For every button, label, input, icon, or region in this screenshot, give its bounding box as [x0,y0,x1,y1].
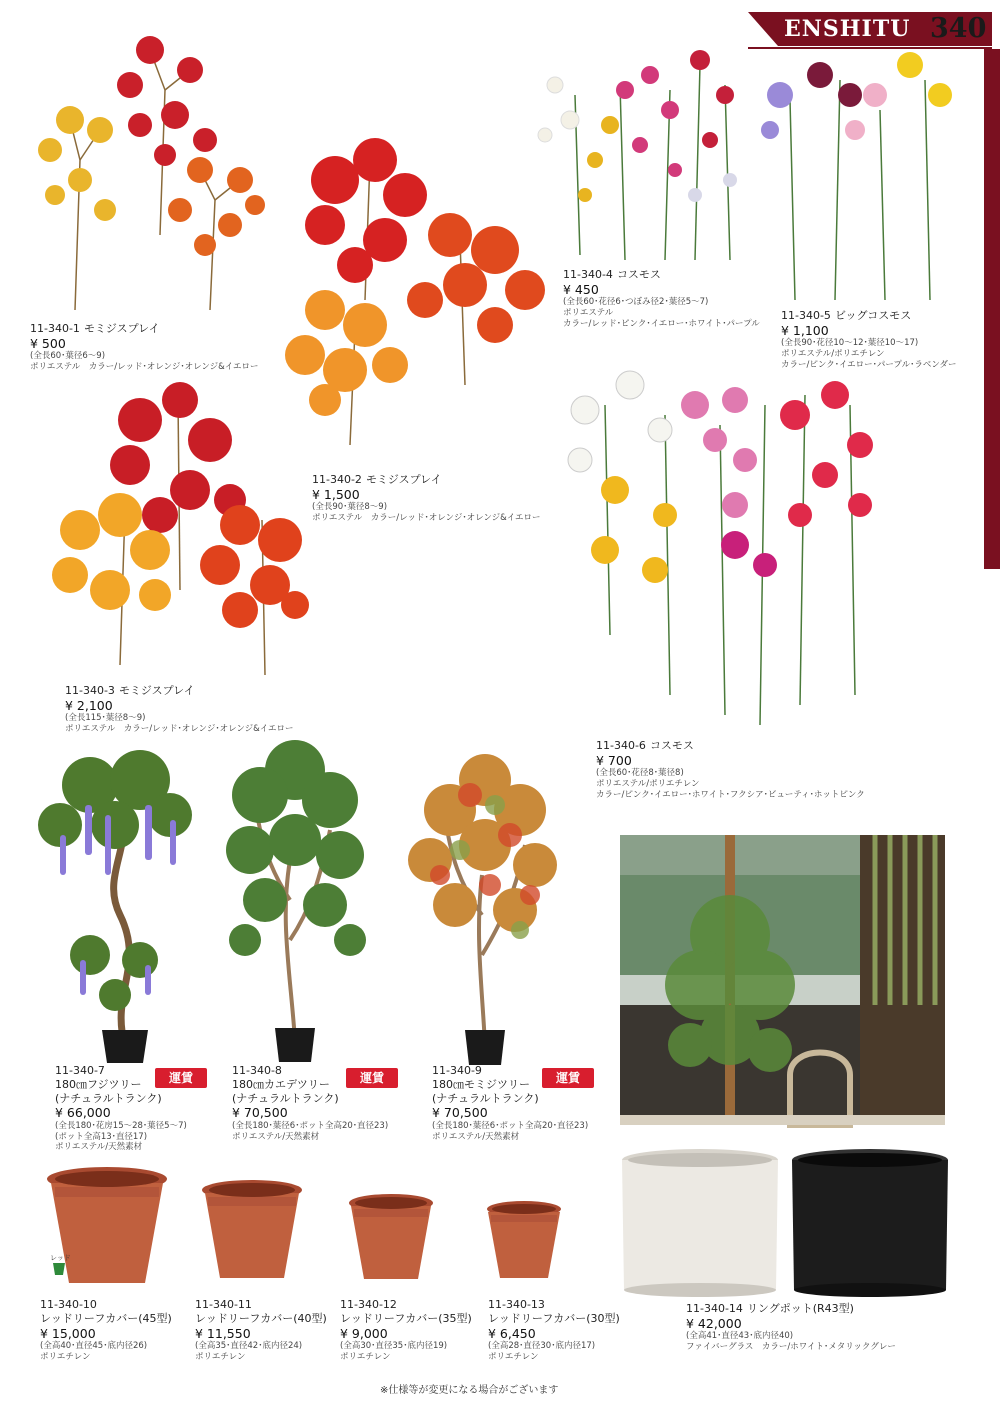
product-name: レッドリーフカバー(30型) [488,1311,620,1325]
ring-pot-gray-image [790,1148,950,1298]
product-price: ¥ 2,100 [65,697,113,713]
product-price: ¥ 1,500 [312,486,360,502]
product-spec: (全高30･直径35･底内径19) [340,1341,448,1352]
ring-pot-white-image [620,1148,780,1298]
product-material: ポリエステル カラー/レッド･オレンジ･オレンジ&イエロー [65,724,294,734]
product-price: ¥ 15,000 [40,1325,96,1341]
product-11-340-3 [65,684,293,735]
product-name: レッドリーフカバー(35型) [340,1311,472,1325]
footnote: ※仕様等が変更になる場合がございます [380,1385,559,1396]
product-colors: カラー/ピンク･イエロー･ホワイト･フクシア･ビューティ･ホットピンク [596,789,865,800]
red-leaf-cover-35-image [347,1193,435,1283]
product-name: リングポット(R43型) [746,1302,854,1315]
product-code: 11-340-5 [781,309,831,322]
product-price: ¥ 700 [596,752,632,768]
product-code: 11-340-8 [232,1064,282,1077]
page-number: 340 [930,13,987,44]
product-spec: (全高40･直径45･底内径26) [40,1341,148,1352]
product-spec: (全長180･葉径6･ポット全高20･直径23) [432,1120,589,1131]
product-name: 180㎝カエデツリー [232,1077,330,1091]
product-name: レッドリーフカバー(45型) [40,1311,172,1325]
product-spec: (全長60･花径8･葉径8) [596,768,684,779]
product-material: ポリエステル/天然素材 [232,1131,320,1142]
wisteria-tree-image [30,745,200,1065]
red-leaf-cover-30-image [485,1200,563,1282]
momiji-tree-image [400,755,570,1070]
product-spec: (全高35･直径42･底内径24) [195,1341,303,1352]
product-price: ¥ 11,550 [195,1325,251,1341]
product-price: ¥ 42,000 [686,1315,742,1331]
product-spec: (全長180･葉径6･ポット全高20･直径23) [232,1120,389,1131]
product-name: コスモス [649,739,694,752]
product-name: コスモス [616,268,661,281]
product-code: 11-340-3 [65,684,115,697]
product-name: モミジスプレイ [83,322,160,335]
product-11-340-1 [30,322,258,373]
product-11-340-2 [312,473,540,524]
cosmos-small-image [525,35,765,260]
product-material: ポリエステル/天然素材 [55,1142,143,1153]
product-material: ポリエチレン [488,1351,539,1362]
side-tab [984,49,1000,569]
catalog-brand: ENSHITU [784,16,911,42]
product-name-sub: (ナチュラルトランク) [432,1091,539,1105]
product-price: ¥ 6,450 [488,1325,536,1341]
product-code: 11-340-12 [340,1298,397,1311]
product-code: 11-340-14 [686,1302,743,1315]
product-name: 180㎝モミジツリー [432,1077,530,1091]
product-11-340-10 [40,1298,172,1362]
product-code: 11-340-13 [488,1298,545,1311]
product-spec: (全長180･花房15～28･葉径5～7) [55,1120,187,1131]
product-code: 11-340-10 [40,1298,97,1311]
header-rule [748,47,992,49]
red-leaf-cover-40-image [200,1178,305,1283]
kaede-tree-image [210,740,380,1065]
product-spec: (全長60･葉径6～9) [30,351,106,362]
product-material: ポリエチレン [340,1351,391,1362]
maple-spray-large-image [40,380,320,680]
product-11-340-12 [340,1298,472,1362]
product-spec: (全長60･花径6･つぼみ径2･葉径5～7) [563,297,709,308]
product-price: ¥ 450 [563,281,599,297]
product-code: 11-340-4 [563,268,613,281]
cosmos-large-image [560,365,880,735]
product-spec: (全高28･直径30･底内径17) [488,1341,596,1352]
product-spec: (全高41･直径43･底内径40) [686,1331,794,1342]
product-spec: (全長90･花径10～12･葉径10～17) [781,338,919,349]
product-code: 11-340-9 [432,1064,482,1077]
product-material: ポリエステル/ポリエチレン [781,349,885,359]
swatch-label: レッド [50,1254,71,1262]
freight-badge: 運賃 [542,1068,594,1088]
product-price: ¥ 9,000 [340,1325,388,1341]
freight-badge: 運賃 [346,1068,398,1088]
product-material: ポリエステル カラー/レッド･オレンジ･オレンジ&イエロー [30,362,259,372]
product-material: ポリエステル [563,308,614,318]
product-11-340-11 [195,1298,327,1362]
red-swatch [52,1262,66,1276]
product-name: モミジスプレイ [118,684,195,697]
product-price: ¥ 500 [30,335,66,351]
product-name: レッドリーフカバー(40型) [195,1311,327,1325]
product-11-340-6 [596,739,865,800]
product-spec: (全長90･葉径8～9) [312,502,388,513]
product-material: ポリエチレン [195,1351,246,1362]
product-material: ファイバーグラス カラー/ホワイト･メタリックグレー [686,1342,896,1352]
product-11-340-5 [781,309,957,370]
interior-photo [620,835,945,1125]
product-name: ビッグコスモス [834,309,912,322]
product-material: ポリエステル カラー/レッド･オレンジ･オレンジ&イエロー [312,513,541,523]
product-code: 11-340-2 [312,473,362,486]
product-material: ポリエステル/天然素材 [432,1131,520,1142]
big-cosmos-image [755,50,985,305]
product-colors: カラー/レッド･ピンク･イエロー･ホワイト･パープル [563,318,760,329]
product-price: ¥ 1,100 [781,322,829,338]
product-name-sub: (ナチュラルトランク) [55,1091,162,1105]
freight-badge: 運賃 [155,1068,207,1088]
product-spec: (全長115･葉径8～9) [65,713,146,724]
product-code: 11-340-6 [596,739,646,752]
product-material: ポリエステル/ポリエチレン [596,779,700,789]
product-name-sub: (ナチュラルトランク) [232,1091,339,1105]
product-material: ポリエチレン [40,1351,91,1362]
product-price: ¥ 70,500 [432,1105,488,1121]
product-pot-spec: (ポット全高13･直径17) [55,1131,148,1142]
product-name: モミジスプレイ [365,473,442,486]
product-11-340-14 [686,1302,896,1353]
product-price: ¥ 70,500 [232,1105,288,1121]
product-code: 11-340-7 [55,1064,105,1077]
product-11-340-4 [563,268,760,329]
product-colors: カラー/ピンク･イエロー･パープル･ラベンダー [781,359,957,370]
product-code: 11-340-1 [30,322,80,335]
maple-spray-small-image [30,30,280,320]
product-price: ¥ 66,000 [55,1105,111,1121]
product-code: 11-340-11 [195,1298,252,1311]
product-11-340-13 [488,1298,620,1362]
product-name: 180㎝フジツリー [55,1077,142,1091]
